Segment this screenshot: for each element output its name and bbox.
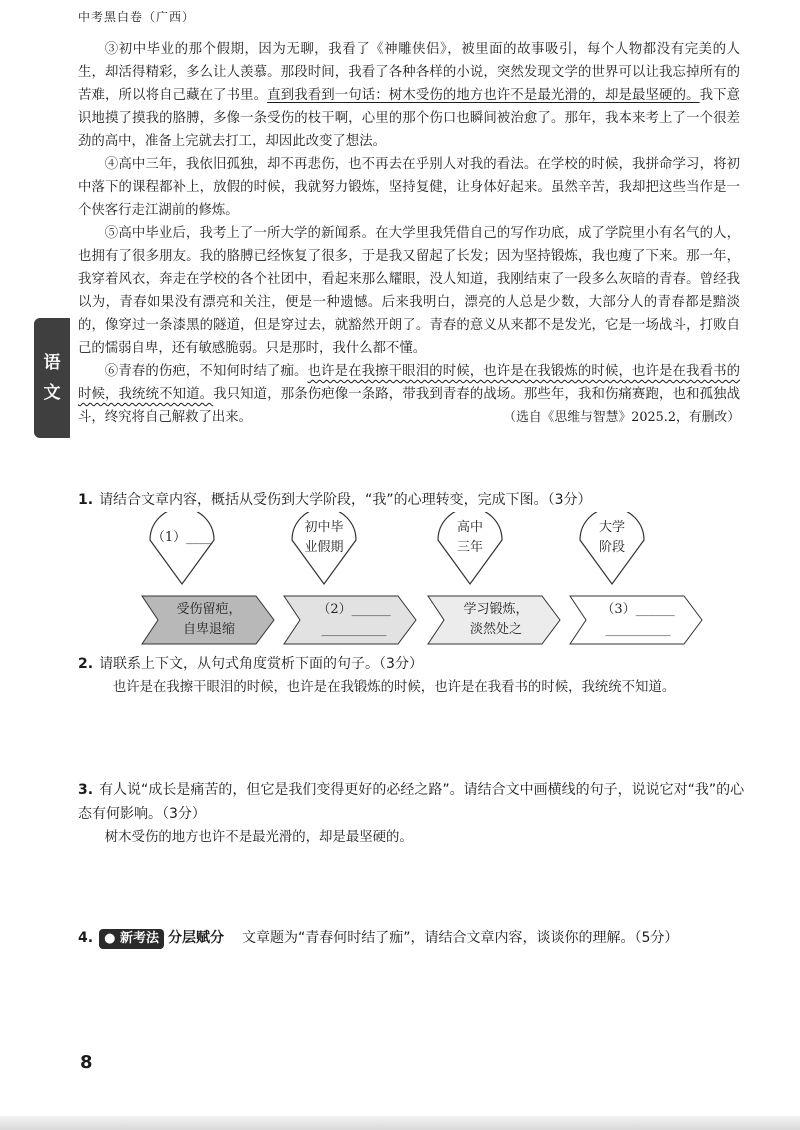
pin-label-1: （1）____: [151, 530, 213, 545]
underlined-sentence: 直到我看到一句话：树木受伤的地方也许不是最光滑的，却是最坚硬的。: [267, 88, 700, 103]
mood-change-diagram: [140, 512, 740, 647]
quoted-sentence: 也许是在我擦干眼泪的时候，也许是在我锻炼的时候，也许是在我看书的时候，我统统不知道。: [112, 680, 676, 695]
paragraph-4: ④高中三年，我依旧孤独，却不再悲伤，也不再去在乎别人对我的看法。在学校的时候，我拼命学习，将初中落下的课程都补上，放假的时候，我就努力锻炼，坚持复健，让身体好起来。虽然辛苦，我却把这些当作是一个侠客行走江湖前的修炼。: [78, 157, 740, 218]
quoted-sentence: 树木受伤的地方也许不是最光滑的，却是最坚硬的。: [104, 830, 413, 845]
question-4: [78, 926, 750, 950]
paragraph-5: ⑤高中毕业后，我考上了一所大学的新闻系。在大学里我凭借自己的写作功底，成了学院里小有名气的人，也拥有了很多朋友。我的胳膊已经恢复了很多，于是我又留起了长发；因为坚持锻炼，我也瘦了下来。那一年，我穿着风衣，奔走在学校的各个社团中，看起来那么耀眼，没人知道，我刚结束了一段多么灰暗的青春。曾经我以为，青春如果没有漂亮和关注，便是一种遗憾。后来我明白，漂亮的人总是少数，大部分人的青春都是黯淡的，像穿过一条漆黑的隧道，但是穿过去，就豁然开朗了。青春的意义从来都不是发光，它是一场战斗，打败自己的懦弱自卑，还有敏感脆弱。只是那时，我什么都不懂。: [78, 226, 740, 356]
side-tab-char-1: 语: [43, 353, 61, 373]
page-edge-shadow: [0, 1116, 800, 1130]
source-citation: （选自《思维与智慧》2025.2，有删改）: [503, 410, 740, 425]
wavy-underlined-sentence: 也许是在我擦干眼泪的时候，也许是在我锻炼的时候，也许是在我看书的时候，我统统不知道。: [78, 364, 740, 402]
arrow-label-4: （3）______ __________: [601, 602, 675, 637]
question-number: 1.: [78, 492, 94, 508]
arrow-label-2: （2）______ __________: [317, 602, 391, 637]
side-tab-char-2: 文: [43, 383, 61, 403]
pin-label-2: 初中毕 业假期: [304, 520, 344, 555]
reading-passage: [78, 38, 740, 429]
pin-label-4: 大学 阶段: [598, 520, 625, 555]
question-text: 有人说“成长是痛苦的，但它是我们变得更好的必经之路”。请结合文中画横线的句子，说说它对“我”的心态有何影响。（3分）: [78, 782, 745, 822]
question-text: 请联系上下文，从句式角度赏析下面的句子。（3分）: [99, 656, 423, 672]
paragraph-6: ⑥青春的伤疤，不知何时结了痂。也许是在我擦干眼泪的时候，也许是在我锻炼的时候，也许是在我看书的时候，我统统不知道。我只知道，那条伤疤像一条路，带我到青春的战场。那些年，我和伤痛赛跑，也和孤独战斗，终究将自己解救了出来。 （选自《思维与智慧》2025.2，有删改）: [78, 360, 740, 429]
page-number: 8: [80, 1052, 93, 1073]
subject-side-tab: [34, 318, 70, 438]
question-text: 请结合文章内容，概括从受伤到大学阶段，“我”的心理转变，完成下图。（3分）: [99, 492, 592, 508]
question-2: [78, 652, 750, 700]
arrow-label-3: 学习锻炼， 淡然处之: [463, 602, 529, 637]
pin-label-3: 高中 三年: [456, 520, 483, 555]
paragraph-3: ③初中毕业的那个假期，因为无聊，我看了《神雕侠侣》，被里面的故事吸引，每个人物都没有完美的人生，却活得精彩，多么让人羡慕。那段时间，我看了各种各样的小说，突然发现文学的世界可以让我忘掉所有的苦难，所以将自己藏在了书里。直到我看到一句话：树木受伤的地方也许不是最光滑的，却是最坚硬的。我下意识地摸了摸我的胳膊，多像一条受伤的枝干啊，心里的那个伤口也瞬间被治愈了。那年，我本来考上了一个很差劲的高中，准备上完就去打工，却因此改变了想法。: [78, 42, 741, 149]
arrow-label-1: 受伤留疤， 自卑退缩: [176, 602, 242, 637]
pin-shape-1: [150, 512, 214, 584]
question-3: [78, 778, 750, 850]
question-text: 文章题为“青春何时结了痂”，请结合文章内容，谈谈你的理解。（5分）: [241, 930, 679, 946]
question-number: 3.: [78, 782, 94, 798]
question-number: 4.: [78, 930, 94, 946]
book-header: 中考黑白卷（广西）: [78, 10, 196, 24]
question-number: 2.: [78, 656, 94, 672]
new-format-badge: ● 新考法: [99, 929, 164, 949]
question-1: [78, 488, 750, 512]
tiered-scoring-label: 分层赋分: [167, 930, 224, 946]
lightbulb-icon: ●: [104, 931, 116, 946]
